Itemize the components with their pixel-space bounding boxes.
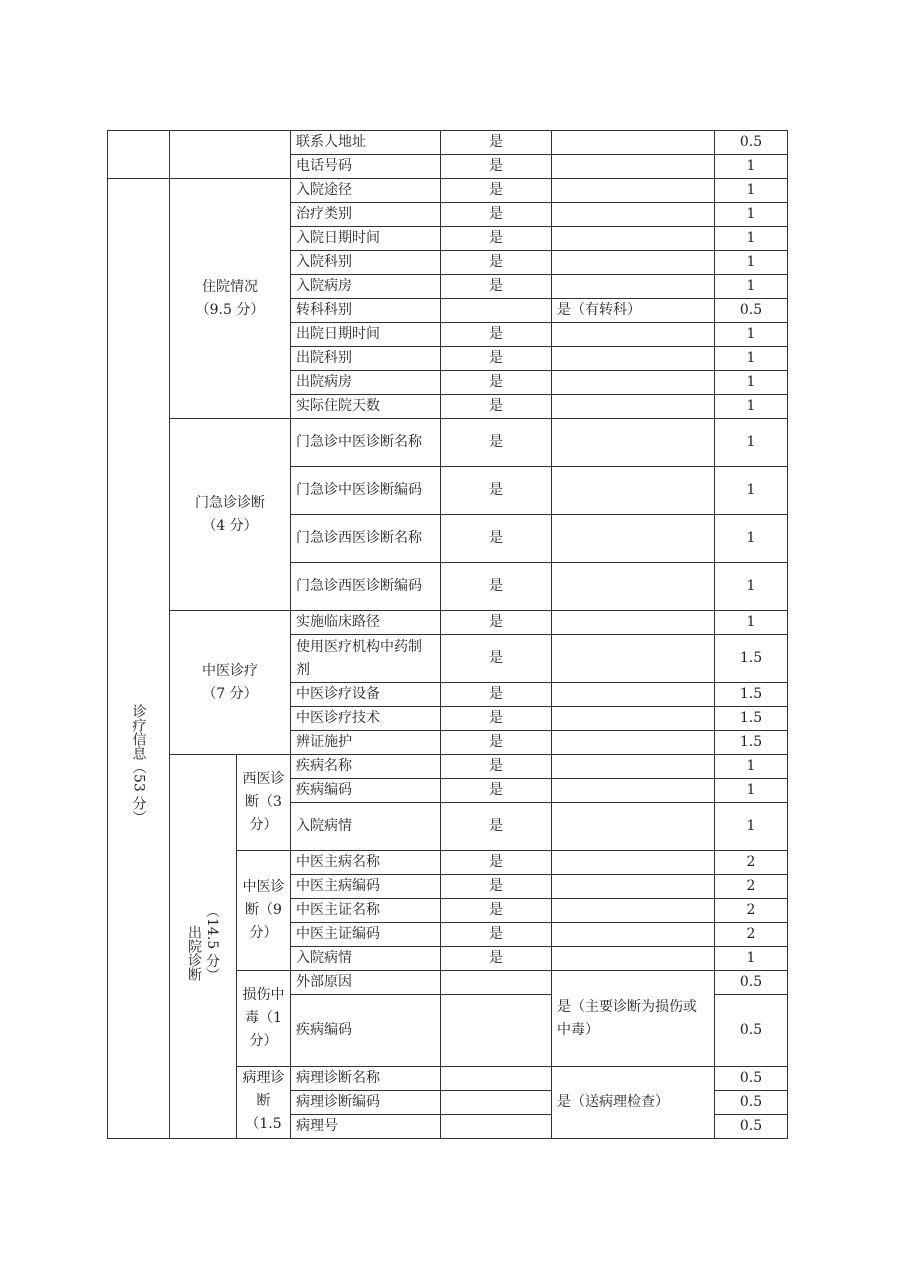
item-cell: 中医诊疗设备 [291,683,441,707]
item-cell: 出院病房 [291,371,441,395]
required-cell: 是 [441,419,552,467]
required-cell [441,995,552,1067]
subgroup-label-tcm: 中医诊断（9分） [237,851,291,971]
conditional-cell [552,707,715,731]
score-cell: 1 [715,755,788,779]
group-score: （4 分） [202,517,258,534]
score-cell: 1 [715,515,788,563]
score-cell: 1 [715,371,788,395]
item-cell: 联系人地址 [291,131,441,155]
conditional-cell [552,347,715,371]
score-cell: 1 [715,347,788,371]
conditional-cell-pathology: 是（送病理检查） [552,1067,715,1139]
required-cell: 是 [441,635,552,683]
item-cell: 入院途径 [291,179,441,203]
conditional-cell [552,323,715,347]
conditional-cell [552,731,715,755]
score-cell: 1.5 [715,707,788,731]
score-cell: 1 [715,251,788,275]
required-cell: 是 [441,395,552,419]
score-cell: 0.5 [715,995,788,1067]
item-cell: 中医主证编码 [291,923,441,947]
item-cell: 出院日期时间 [291,323,441,347]
conditional-cell [552,803,715,851]
item-cell: 外部原因 [291,971,441,995]
conditional-cell [552,899,715,923]
score-cell: 1 [715,419,788,467]
discharge-score: （14.5 分） [204,903,220,982]
item-cell: 电话号码 [291,155,441,179]
conditional-cell [552,923,715,947]
conditional-cell [552,563,715,611]
item-cell: 门急诊中医诊断名称 [291,419,441,467]
conditional-cell [552,779,715,803]
subgroup-label-pathology: 病理诊断（1.5 [237,1067,291,1139]
required-cell: 是 [441,875,552,899]
required-cell: 是 [441,707,552,731]
group-title: 门急诊诊断 [195,494,265,511]
required-cell: 是 [441,731,552,755]
required-cell: 是 [441,323,552,347]
conditional-cell [552,395,715,419]
item-cell: 门急诊西医诊断编码 [291,563,441,611]
score-cell: 1.5 [715,635,788,683]
score-cell: 1 [715,323,788,347]
score-cell: 1 [715,395,788,419]
conditional-cell [552,227,715,251]
required-cell: 是 [441,899,552,923]
required-cell: 是 [441,251,552,275]
required-cell: 是 [441,131,552,155]
required-cell: 是 [441,755,552,779]
required-cell: 是 [441,611,552,635]
required-cell: 是 [441,347,552,371]
conditional-cell [552,371,715,395]
table-row [108,611,788,635]
score-cell: 1 [715,779,788,803]
subgroup-label-injury: 损伤中毒（1分） [237,971,291,1067]
group-score: （9.5 分） [195,301,265,318]
subgroup-label-western: 西医诊断（3分） [237,755,291,851]
item-cell: 门急诊西医诊断名称 [291,515,441,563]
conditional-cell [552,419,715,467]
item-cell: 中医主证名称 [291,899,441,923]
required-cell [441,299,552,323]
conditional-cell [552,515,715,563]
blank-section-cell [108,131,170,179]
score-cell: 1.5 [715,683,788,707]
item-cell: 入院日期时间 [291,227,441,251]
required-cell: 是 [441,803,552,851]
required-cell: 是 [441,947,552,971]
item-cell: 疾病名称 [291,755,441,779]
conditional-cell [552,275,715,299]
score-cell: 1 [715,155,788,179]
conditional-cell [552,251,715,275]
score-cell: 2 [715,851,788,875]
required-cell [441,1067,552,1091]
section-label-cell [108,179,170,1139]
conditional-cell [552,875,715,899]
conditional-cell: 是（有转科） [552,299,715,323]
item-cell: 入院病房 [291,275,441,299]
score-cell: 2 [715,899,788,923]
score-cell: 0.5 [715,971,788,995]
group-score: （7 分） [202,685,258,702]
conditional-cell [552,851,715,875]
section-label: 诊疗信息（53 分） [130,704,147,825]
item-cell: 病理诊断名称 [291,1067,441,1091]
table-row [108,755,788,779]
group-title: 中医诊疗 [202,662,258,679]
score-cell: 1 [715,275,788,299]
conditional-cell [552,467,715,515]
required-cell: 是 [441,923,552,947]
conditional-cell [552,179,715,203]
discharge-label: 出院诊断 [186,925,202,982]
blank-group-cell [170,131,291,179]
item-cell: 使用医疗机构中药制剂 [291,635,441,683]
group-label-emergency [170,419,291,611]
required-cell: 是 [441,179,552,203]
conditional-cell-injury: 是（主要诊断为损伤或中毒） [552,971,715,1067]
conditional-cell [552,635,715,683]
table-row [108,131,788,155]
score-cell: 0.5 [715,1067,788,1091]
required-cell: 是 [441,275,552,299]
table-row [108,179,788,203]
required-cell: 是 [441,371,552,395]
required-cell: 是 [441,203,552,227]
score-cell: 1 [715,563,788,611]
item-cell: 入院病情 [291,803,441,851]
conditional-cell [552,755,715,779]
item-cell: 实施临床路径 [291,611,441,635]
required-cell: 是 [441,155,552,179]
item-cell: 入院科别 [291,251,441,275]
score-cell: 2 [715,923,788,947]
score-cell: 1 [715,803,788,851]
scoring-table [107,130,788,1139]
score-cell: 1 [715,203,788,227]
score-cell: 0.5 [715,131,788,155]
required-cell: 是 [441,683,552,707]
score-cell: 1 [715,227,788,251]
score-cell: 1 [715,179,788,203]
score-cell: 0.5 [715,299,788,323]
item-cell: 门急诊中医诊断编码 [291,467,441,515]
score-cell: 1 [715,467,788,515]
item-cell: 治疗类别 [291,203,441,227]
required-cell [441,971,552,995]
required-cell: 是 [441,467,552,515]
group-title: 住院情况 [202,278,258,295]
required-cell: 是 [441,779,552,803]
required-cell: 是 [441,851,552,875]
score-cell: 0.5 [715,1091,788,1115]
item-cell: 中医诊疗技术 [291,707,441,731]
required-cell [441,1115,552,1139]
item-cell: 辨证施护 [291,731,441,755]
item-cell: 疾病编码 [291,995,441,1067]
item-cell: 病理号 [291,1115,441,1139]
conditional-cell [552,155,715,179]
required-cell: 是 [441,515,552,563]
item-cell: 实际住院天数 [291,395,441,419]
score-cell: 2 [715,875,788,899]
conditional-cell [552,203,715,227]
item-cell: 出院科别 [291,347,441,371]
item-cell: 病理诊断编码 [291,1091,441,1115]
score-cell: 0.5 [715,1115,788,1139]
score-cell: 1 [715,947,788,971]
score-cell: 1.5 [715,731,788,755]
group-label-tcm [170,611,291,755]
required-cell [441,1091,552,1115]
conditional-cell [552,683,715,707]
item-cell: 入院病情 [291,947,441,971]
item-cell: 中医主病编码 [291,875,441,899]
conditional-cell [552,611,715,635]
item-cell: 中医主病名称 [291,851,441,875]
required-cell: 是 [441,227,552,251]
item-cell: 疾病编码 [291,779,441,803]
required-cell: 是 [441,563,552,611]
group-label-discharge [170,755,237,1139]
conditional-cell [552,947,715,971]
group-label-admission [170,179,291,419]
score-cell: 1 [715,611,788,635]
conditional-cell [552,131,715,155]
item-cell: 转科科别 [291,299,441,323]
table-row [108,419,788,467]
